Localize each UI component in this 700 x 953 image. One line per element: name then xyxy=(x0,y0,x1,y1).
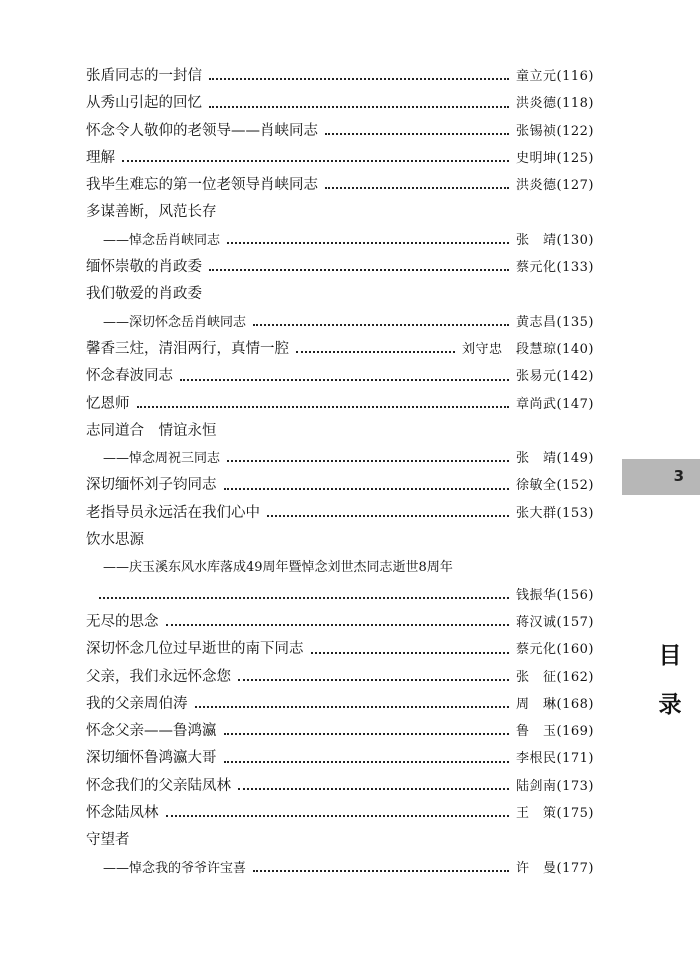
entry-page: (125) xyxy=(556,150,594,166)
entry-author: 蔡元化 xyxy=(516,260,557,276)
entry-author: 周 琳 xyxy=(516,696,557,712)
toc-entry xyxy=(86,363,594,390)
toc-entry xyxy=(86,118,594,145)
dot-leader xyxy=(227,459,509,462)
entry-page: (122) xyxy=(556,123,594,139)
toc-heading xyxy=(86,281,594,308)
entry-author: 童立元 xyxy=(516,69,557,84)
entry-page: (133) xyxy=(556,260,594,276)
toc-heading xyxy=(86,418,594,445)
entry-page: (162) xyxy=(556,669,594,685)
entry-author: 鲁 玉 xyxy=(516,724,557,740)
toc-entry xyxy=(86,582,594,609)
entry-author-page xyxy=(516,609,594,636)
entry-title: 我毕生难忘的第一位老领导肖峡同志 xyxy=(86,177,318,194)
entry-author: 张 靖 xyxy=(516,232,557,248)
dot-leader xyxy=(209,77,509,80)
entry-author: 蒋汉诚 xyxy=(516,614,557,630)
toc-entry xyxy=(86,773,594,800)
entry-author-page xyxy=(516,691,594,718)
dot-leader xyxy=(296,350,455,353)
side-title xyxy=(650,636,690,734)
entry-page: (142) xyxy=(556,369,594,385)
entry-author-page xyxy=(516,745,594,772)
entry-author: 刘守忠 段慧琼 xyxy=(462,341,557,357)
entry-author-page xyxy=(462,336,594,363)
toc-entry xyxy=(86,254,594,281)
entry-author-page xyxy=(516,855,594,882)
toc-heading xyxy=(86,199,594,226)
side-title-char-2: 录 xyxy=(658,692,682,718)
dot-leader xyxy=(166,814,510,817)
entry-title: ——悼念岳肖峡同志 xyxy=(103,232,221,248)
toc-entry xyxy=(86,718,594,745)
toc-entry xyxy=(86,172,594,199)
toc-entry xyxy=(86,636,594,663)
entry-page: (173) xyxy=(556,778,594,794)
entry-author: 张 靖 xyxy=(516,451,557,467)
dot-leader xyxy=(227,241,509,244)
dot-leader xyxy=(209,268,509,271)
entry-author: 王 策 xyxy=(516,806,557,822)
entry-title: 馨香三炷，清泪两行，真情一腔 xyxy=(86,340,289,357)
toc-entry xyxy=(86,90,594,117)
entry-title: 老指导员永远活在我们心中 xyxy=(86,504,260,521)
entry-title: ——悼念我的爷爷许宝喜 xyxy=(103,860,247,876)
entry-author-page xyxy=(516,500,594,527)
entry-author-page xyxy=(516,582,594,609)
entry-page: (171) xyxy=(556,751,594,767)
dot-leader xyxy=(325,186,509,189)
dot-leader xyxy=(180,378,509,381)
entry-author: 蔡元化 xyxy=(516,642,557,658)
entry-author-page xyxy=(516,800,594,827)
entry-title: ——悼念周祝三同志 xyxy=(103,451,221,467)
dot-leader xyxy=(325,132,509,135)
entry-author: 洪炎德 xyxy=(516,96,557,112)
entry-title: 志同道合 情谊永恒 xyxy=(86,422,217,439)
entry-page: (149) xyxy=(556,451,594,467)
entry-page: (160) xyxy=(556,642,594,658)
dot-leader xyxy=(137,405,510,408)
entry-title: 我们敬爱的肖政委 xyxy=(86,286,202,303)
entry-author: 李根民 xyxy=(516,751,557,767)
entry-title: 理解 xyxy=(86,149,115,166)
dot-leader xyxy=(253,869,509,872)
entry-author-page xyxy=(516,118,594,145)
entry-page: (156) xyxy=(556,587,594,603)
side-title-char-1: 目 xyxy=(658,643,682,669)
entry-author-page xyxy=(516,636,594,663)
dot-leader xyxy=(224,760,510,763)
entry-author: 张大群 xyxy=(516,505,557,521)
entry-title: 多谋善断，风范长存 xyxy=(86,204,217,221)
entry-author-page xyxy=(516,90,594,117)
entry-author-page xyxy=(516,445,594,472)
entry-page: (157) xyxy=(556,614,594,630)
toc-entry xyxy=(86,336,594,363)
entry-page: (116) xyxy=(556,69,594,84)
entry-author: 许 曼 xyxy=(516,860,557,876)
entry-title: ——深切怀念岳肖峡同志 xyxy=(103,314,247,330)
entry-author: 陆剑南 xyxy=(516,778,557,794)
entry-author-page xyxy=(516,664,594,691)
toc-entry xyxy=(86,391,594,418)
toc-entry xyxy=(86,691,594,718)
entry-author: 张易元 xyxy=(516,369,557,385)
entry-title: 从秀山引起的回忆 xyxy=(86,95,202,112)
entry-title: 怀念令人敬仰的老领导——肖峡同志 xyxy=(86,122,318,139)
entry-page: (175) xyxy=(556,806,594,822)
entry-title: 怀念陆凤林 xyxy=(86,805,159,822)
entry-page: (169) xyxy=(556,724,594,740)
entry-title: 怀念父亲——鲁鸿瀛 xyxy=(86,723,217,740)
entry-author-page xyxy=(516,718,594,745)
entry-title: 饮水思源 xyxy=(86,532,144,549)
toc-heading xyxy=(86,527,594,554)
toc-entry xyxy=(86,500,594,527)
dot-leader xyxy=(209,105,509,108)
toc-entry xyxy=(86,745,594,772)
dot-leader xyxy=(166,623,510,626)
entry-author-page xyxy=(516,63,594,90)
table-of-contents xyxy=(86,63,594,882)
entry-title: 深切缅怀刘子钧同志 xyxy=(86,477,217,494)
entry-author-page xyxy=(516,773,594,800)
entry-author-page xyxy=(516,254,594,281)
entry-author: 黄志昌 xyxy=(516,314,557,330)
entry-title: 怀念春波同志 xyxy=(86,368,173,385)
entry-author-page xyxy=(516,227,594,254)
entry-author: 徐敏全 xyxy=(516,478,557,494)
toc-entry xyxy=(86,664,594,691)
dot-leader xyxy=(224,732,510,735)
entry-author-page xyxy=(516,472,594,499)
entry-page: (127) xyxy=(556,178,594,194)
entry-author: 章尚武 xyxy=(516,396,557,412)
toc-entry xyxy=(86,472,594,499)
dot-leader xyxy=(99,596,509,599)
entry-title: 忆恩师 xyxy=(86,395,130,412)
entry-author-page xyxy=(516,363,594,390)
toc-entry xyxy=(86,309,594,336)
entry-author-page xyxy=(516,172,594,199)
toc-entry xyxy=(86,445,594,472)
toc-heading xyxy=(86,554,594,581)
dot-leader xyxy=(238,787,509,790)
dot-leader xyxy=(253,323,509,326)
entry-page: (135) xyxy=(556,314,594,330)
entry-title: 张盾同志的一封信 xyxy=(86,68,202,84)
page-number: 3 xyxy=(673,467,684,485)
entry-author: 张 征 xyxy=(516,669,557,685)
entry-author: 钱振华 xyxy=(516,587,557,603)
dot-leader xyxy=(195,705,510,708)
entry-author: 史明坤 xyxy=(516,150,557,166)
dot-leader xyxy=(267,514,509,517)
entry-page: (130) xyxy=(556,232,594,248)
entry-title: ——庆玉溪东风水库落成49周年暨悼念刘世杰同志逝世8周年 xyxy=(103,560,453,576)
entry-title: 深切怀念几位过早逝世的南下同志 xyxy=(86,641,304,658)
dot-leader xyxy=(238,678,509,681)
toc-entry xyxy=(86,609,594,636)
entry-page: (147) xyxy=(556,396,594,412)
entry-author-page xyxy=(516,391,594,418)
entry-author-page xyxy=(516,145,594,172)
page-tab xyxy=(622,459,700,495)
toc-entry xyxy=(86,227,594,254)
entry-author: 洪炎德 xyxy=(516,178,557,194)
entry-page: (153) xyxy=(556,505,594,521)
toc-entry xyxy=(86,63,594,90)
toc-heading xyxy=(86,827,594,854)
dot-leader xyxy=(224,487,510,490)
entry-title: 我的父亲周伯涛 xyxy=(86,695,188,712)
entry-page: (140) xyxy=(556,341,594,357)
dot-leader xyxy=(311,651,510,654)
entry-page: (168) xyxy=(556,696,594,712)
toc-entry xyxy=(86,800,594,827)
entry-title: 守望者 xyxy=(86,832,130,849)
entry-title: 无尽的思念 xyxy=(86,613,159,630)
toc-entry xyxy=(86,145,594,172)
entry-title: 父亲，我们永远怀念您 xyxy=(86,668,231,685)
entry-author-page xyxy=(516,309,594,336)
entry-title: 怀念我们的父亲陆凤林 xyxy=(86,777,231,794)
entry-page: (118) xyxy=(556,96,594,112)
entry-author: 张锡祯 xyxy=(516,123,557,139)
entry-title: 缅怀崇敬的肖政委 xyxy=(86,259,202,276)
entry-page: (177) xyxy=(556,860,594,876)
dot-leader xyxy=(122,159,509,162)
entry-title: 深切缅怀鲁鸿瀛大哥 xyxy=(86,750,217,767)
entry-page: (152) xyxy=(556,478,594,494)
toc-entry xyxy=(86,855,594,882)
